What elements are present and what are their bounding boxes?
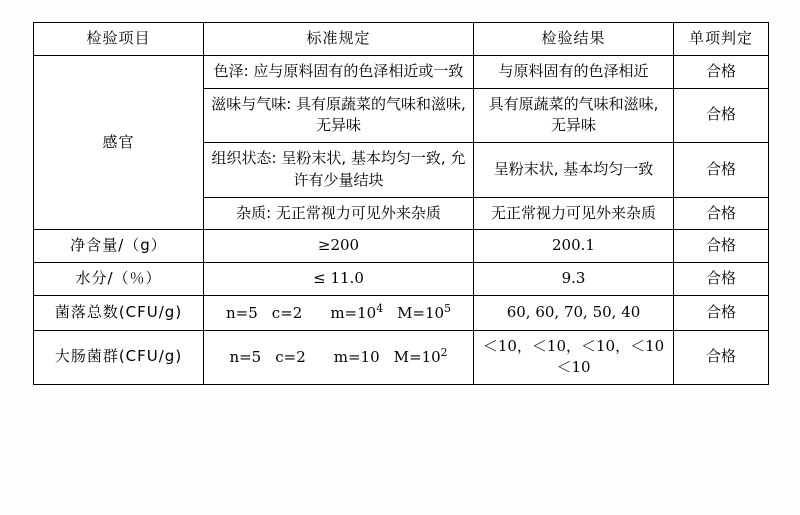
standard-tpc-m-exponent: 4 <box>376 301 384 315</box>
inspection-report-table-wrapper <box>33 22 768 385</box>
table-row <box>34 55 769 88</box>
result-sensory-texture: 呈粉末状, 基本均匀一致 <box>474 143 674 198</box>
table-row <box>34 230 769 263</box>
standard-coliform-M-exponent: 2 <box>440 346 448 360</box>
judge-net-content: 合格 <box>674 230 769 263</box>
standard-sensory-taste: 滋味与气味: 具有原蔬菜的气味和滋味, 无异味 <box>204 88 474 143</box>
table-row <box>34 330 769 385</box>
standard-sensory-impurity: 杂质: 无正常视力可见外来杂质 <box>204 197 474 230</box>
standard-coliform-n: n=5 <box>229 348 262 367</box>
standard-tpc-M: M=10 <box>397 303 445 322</box>
inspection-report-table <box>33 22 769 385</box>
header-standard-requirement: 标准规定 <box>204 23 474 56</box>
standard-tpc-c: c=2 <box>271 303 303 322</box>
result-moisture: 9.3 <box>474 263 674 296</box>
result-coliform-line2: ＜10 <box>556 358 591 377</box>
judge-moisture: 合格 <box>674 263 769 296</box>
result-coliform <box>474 330 674 385</box>
standard-coliform-c: c=2 <box>275 348 306 367</box>
standard-net-content: ≥200 <box>204 230 474 263</box>
result-net-content: 200.1 <box>474 230 674 263</box>
judge-sensory-taste: 合格 <box>674 88 769 143</box>
table-header-row <box>34 23 769 56</box>
result-sensory-taste: 具有原蔬菜的气味和滋味, 无异味 <box>474 88 674 143</box>
header-single-judgement: 单项判定 <box>674 23 769 56</box>
standard-tpc-m: m=10 <box>330 303 377 322</box>
result-sensory-color: 与原料固有的色泽相近 <box>474 55 674 88</box>
standard-coliform <box>204 330 474 385</box>
table-row <box>34 263 769 296</box>
judge-sensory-impurity: 合格 <box>674 197 769 230</box>
table-row <box>34 295 769 330</box>
standard-coliform-m: m=10 <box>333 348 380 367</box>
header-inspection-result: 检验结果 <box>474 23 674 56</box>
judge-coliform: 合格 <box>674 330 769 385</box>
standard-total-plate-count <box>204 295 474 330</box>
standard-tpc-M-exponent: 5 <box>444 301 451 315</box>
result-sensory-impurity: 无正常视力可见外来杂质 <box>474 197 674 230</box>
standard-sensory-color: 色泽: 应与原料固有的色泽相近或一致 <box>204 55 474 88</box>
judge-total-plate-count: 合格 <box>674 295 769 330</box>
standard-coliform-M: M=10 <box>393 348 441 367</box>
result-total-plate-count: 60, 60, 70, 50, 40 <box>474 295 674 330</box>
item-moisture: 水分/（％） <box>34 263 204 296</box>
standard-tpc-n: n=5 <box>226 303 258 322</box>
standard-moisture: ≤ 11.0 <box>204 263 474 296</box>
header-inspection-item: 检验项目 <box>34 23 204 56</box>
item-net-content: 净含量/（g） <box>34 230 204 263</box>
standard-sensory-texture: 组织状态: 呈粉末状, 基本均匀一致, 允许有少量结块 <box>204 143 474 198</box>
judge-sensory-color: 合格 <box>674 55 769 88</box>
item-sensory: 感官 <box>34 55 204 230</box>
item-coliform: 大肠菌群(CFU/g) <box>34 330 204 385</box>
item-total-plate-count: 菌落总数(CFU/g) <box>34 295 204 330</box>
judge-sensory-texture: 合格 <box>674 143 769 198</box>
result-coliform-line1: ＜10，＜10，＜10，＜10 <box>482 336 665 355</box>
